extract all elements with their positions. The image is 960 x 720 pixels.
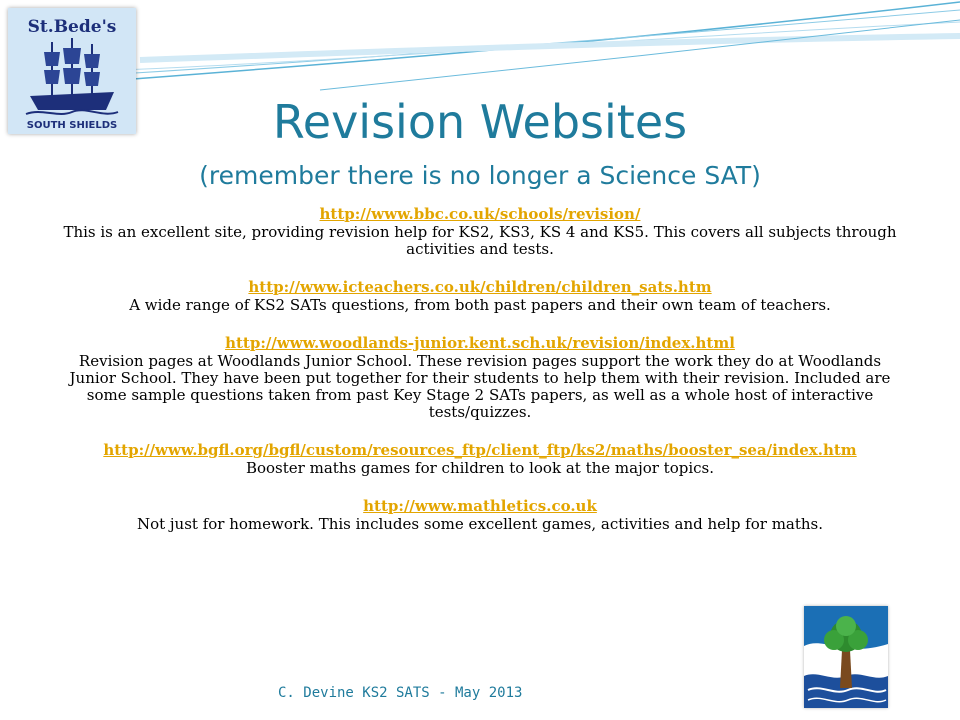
school-ship-crest-icon	[8, 8, 136, 134]
tree-island-icon	[804, 606, 888, 708]
slide-subtitle: (remember there is no longer a Science SAT)	[199, 161, 761, 190]
logo-bottom-text: SOUTH SHIELDS	[26, 120, 118, 131]
logo-top-text: St.Bede's	[27, 17, 117, 37]
link-woodlands[interactable]: http://www.woodlands-junior.kent.sch.uk/revision/index.html	[225, 334, 735, 352]
description-icteachers: A wide range of KS2 SATs questions, from both past papers and their own team of teachers.	[129, 296, 831, 314]
link-icteachers[interactable]: http://www.icteachers.co.uk/children/children_sats.htm	[248, 278, 712, 296]
website-entry-bgfl	[56, 440, 904, 477]
website-entry-icteachers	[56, 277, 904, 314]
school-logo	[8, 8, 136, 134]
slide-title: Revision Websites	[272, 95, 688, 149]
link-bgfl-booster[interactable]: http://www.bgfl.org/bgfl/custom/resources_ftp/client_ftp/ks2/maths/booster_sea/index.htm	[103, 441, 857, 459]
description-bbc: This is an excellent site, providing revision help for KS2, KS3, KS 4 and KS5. This covers all subjects through activities and tests.	[63, 223, 897, 258]
description-bgfl: Booster maths games for children to look at the major topics.	[245, 459, 715, 477]
website-entry-woodlands	[56, 333, 904, 421]
slide-footer: C. Devine KS2 SATS - May 2013	[278, 685, 523, 701]
website-entry-mathletics	[56, 496, 904, 533]
website-entry-bbc	[56, 204, 904, 258]
description-woodlands: Revision pages at Woodlands Junior School. These revision pages support the work they do at Woodlands Junior School. They have been put together for their students to help them with their revision. Included are some sample questions taken from past Key Stage 2 SATs papers, as well as a whole host of interactive tests/quizzes.	[69, 352, 891, 421]
website-list	[56, 204, 904, 552]
tree-badge	[804, 606, 888, 708]
link-bbc-revision[interactable]: http://www.bbc.co.uk/schools/revision/	[319, 205, 641, 223]
description-mathletics: Not just for homework. This includes some excellent games, activities and help for maths.	[136, 515, 824, 533]
link-mathletics[interactable]: http://www.mathletics.co.uk	[363, 497, 597, 515]
